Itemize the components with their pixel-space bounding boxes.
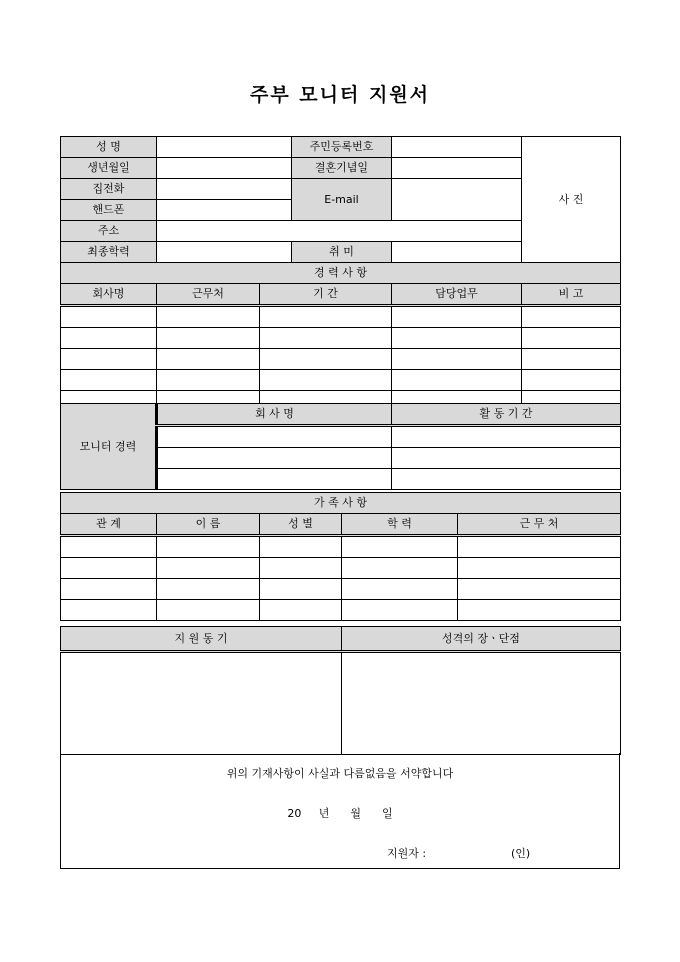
family-section-title: 가 족 사 항 xyxy=(61,493,621,514)
career-cell[interactable] xyxy=(61,328,157,349)
monitor-company-field[interactable] xyxy=(157,426,392,448)
education-label: 최종학력 xyxy=(61,242,157,263)
mobile-field[interactable] xyxy=(157,200,292,221)
career-header-period: 기 간 xyxy=(260,284,392,306)
address-field[interactable] xyxy=(157,221,522,242)
table-row xyxy=(61,579,621,600)
table-row xyxy=(61,306,621,328)
monitor-company-field[interactable] xyxy=(157,448,392,469)
career-header-note: 비 고 xyxy=(522,284,621,306)
family-cell[interactable] xyxy=(458,579,621,600)
family-cell[interactable] xyxy=(157,600,260,621)
family-cell[interactable] xyxy=(61,558,157,579)
name-field[interactable] xyxy=(157,137,292,158)
career-cell[interactable] xyxy=(157,306,260,328)
family-header-gender: 성 별 xyxy=(260,514,342,536)
monitor-period-header: 활 동 기 간 xyxy=(392,404,621,426)
rrn-field[interactable] xyxy=(392,137,522,158)
table-row xyxy=(61,536,621,558)
table-row xyxy=(61,349,621,370)
monitor-period-field[interactable] xyxy=(392,448,621,469)
seal-mark: (인) xyxy=(511,847,531,860)
career-cell[interactable] xyxy=(61,306,157,328)
career-cell[interactable] xyxy=(260,306,392,328)
career-cell[interactable] xyxy=(522,370,621,391)
mobile-label: 핸드폰 xyxy=(61,200,157,221)
table-row xyxy=(61,370,621,391)
family-cell[interactable] xyxy=(458,536,621,558)
birth-label: 생년월일 xyxy=(61,158,157,179)
email-label: E-mail xyxy=(292,179,392,221)
career-cell[interactable] xyxy=(61,349,157,370)
name-label: 성 명 xyxy=(61,137,157,158)
family-cell[interactable] xyxy=(342,579,458,600)
address-label: 주소 xyxy=(61,221,157,242)
career-cell[interactable] xyxy=(522,306,621,328)
table-row xyxy=(61,328,621,349)
monitor-label: 모니터 경력 xyxy=(61,404,157,490)
family-cell[interactable] xyxy=(61,579,157,600)
family-cell[interactable] xyxy=(157,536,260,558)
family-cell[interactable] xyxy=(61,600,157,621)
family-cell[interactable] xyxy=(458,558,621,579)
family-cell[interactable] xyxy=(458,600,621,621)
photo-label: 사 진 xyxy=(558,192,584,206)
anniversary-label: 결혼기념일 xyxy=(292,158,392,179)
career-cell[interactable] xyxy=(260,328,392,349)
family-header-education: 학 력 xyxy=(342,514,458,536)
monitor-company-header: 회 사 명 xyxy=(157,404,392,426)
family-cell[interactable] xyxy=(260,536,342,558)
photo-box[interactable] xyxy=(522,137,621,263)
career-cell[interactable] xyxy=(260,370,392,391)
monitor-company-field[interactable] xyxy=(157,469,392,490)
career-cell[interactable] xyxy=(157,328,260,349)
email-field[interactable] xyxy=(392,179,522,221)
family-header-name: 이 름 xyxy=(157,514,260,536)
anniversary-field[interactable] xyxy=(392,158,522,179)
motive-field[interactable] xyxy=(61,652,342,755)
career-cell[interactable] xyxy=(157,349,260,370)
family-cell[interactable] xyxy=(260,579,342,600)
career-table xyxy=(60,262,621,412)
table-row xyxy=(61,600,621,621)
motive-table xyxy=(60,626,621,755)
monitor-period-field[interactable] xyxy=(392,426,621,448)
family-table xyxy=(60,492,621,621)
career-cell[interactable] xyxy=(392,370,522,391)
career-cell[interactable] xyxy=(392,349,522,370)
career-section-title: 경 력 사 항 xyxy=(61,263,621,284)
family-header-workplace: 근 무 처 xyxy=(458,514,621,536)
page-title: 주부 모니터 지원서 xyxy=(249,84,431,106)
career-header-workplace: 근무처 xyxy=(157,284,260,306)
career-header-duty: 담당업무 xyxy=(392,284,522,306)
career-cell[interactable] xyxy=(522,349,621,370)
family-cell[interactable] xyxy=(260,600,342,621)
family-cell[interactable] xyxy=(61,536,157,558)
hobby-field[interactable] xyxy=(392,242,522,263)
career-header-company: 회사명 xyxy=(61,284,157,306)
character-label: 성격의 장ㆍ단점 xyxy=(342,627,621,652)
monitor-table xyxy=(60,403,621,490)
family-cell[interactable] xyxy=(342,600,458,621)
monitor-period-field[interactable] xyxy=(392,469,621,490)
table-row xyxy=(61,558,621,579)
pledge-box xyxy=(60,753,620,869)
pledge-text: 위의 기재사항이 사실과 다름없음을 서약합니다 xyxy=(226,767,454,780)
applicant-label: 지원자 : xyxy=(387,847,427,860)
education-field[interactable] xyxy=(157,242,292,263)
family-header-relation: 관 계 xyxy=(61,514,157,536)
family-cell[interactable] xyxy=(260,558,342,579)
date-line: 20 년 월 일 xyxy=(287,807,393,820)
personal-info-table xyxy=(60,136,621,263)
career-cell[interactable] xyxy=(392,328,522,349)
family-cell[interactable] xyxy=(342,536,458,558)
rrn-label: 주민등록번호 xyxy=(292,137,392,158)
birth-field[interactable] xyxy=(157,158,292,179)
career-cell[interactable] xyxy=(260,349,392,370)
family-cell[interactable] xyxy=(157,558,260,579)
career-cell[interactable] xyxy=(522,328,621,349)
home-phone-field[interactable] xyxy=(157,179,292,200)
career-cell[interactable] xyxy=(61,370,157,391)
character-field[interactable] xyxy=(342,652,621,755)
motive-label: 지 원 동 기 xyxy=(61,627,342,652)
family-cell[interactable] xyxy=(157,579,260,600)
career-cell[interactable] xyxy=(157,370,260,391)
career-cell[interactable] xyxy=(392,306,522,328)
home-phone-label: 집전화 xyxy=(61,179,157,200)
hobby-label: 취 미 xyxy=(292,242,392,263)
family-cell[interactable] xyxy=(342,558,458,579)
